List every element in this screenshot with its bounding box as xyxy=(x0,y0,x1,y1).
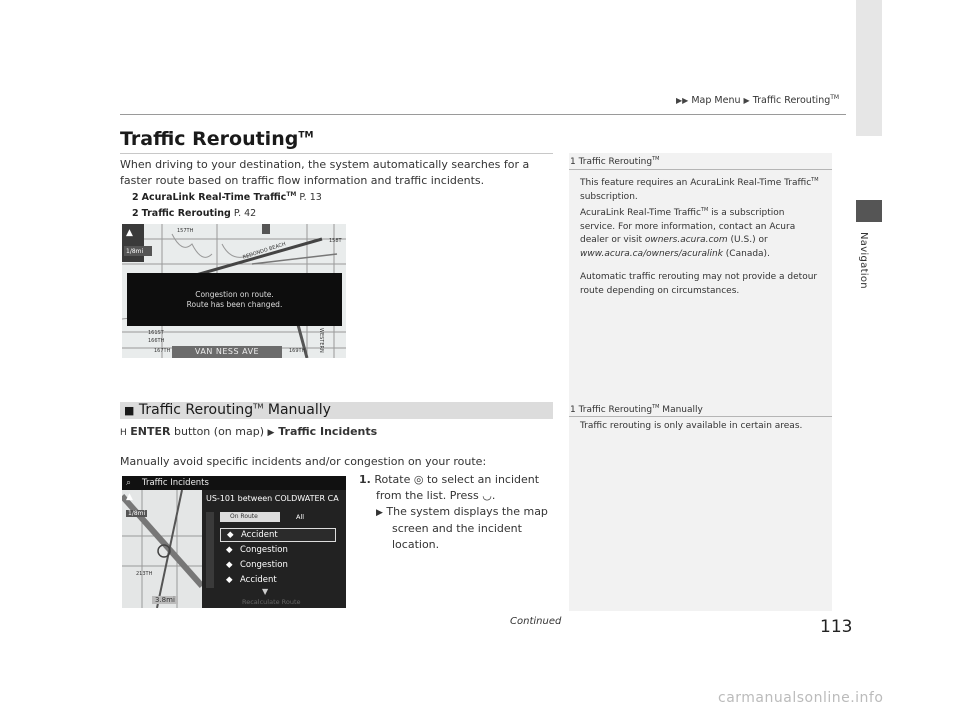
incident-icon: ◆ xyxy=(226,560,233,570)
incident-item[interactable]: ◆ Accident xyxy=(220,528,336,542)
incident-icon: ◆ xyxy=(227,530,234,540)
note-2-rule xyxy=(569,416,832,417)
map-street-label: 157TH xyxy=(177,228,194,234)
header-rule xyxy=(120,114,846,115)
note-2-heading: 1 Traffic Rerouting™ Manually xyxy=(570,404,703,415)
ref-page: P. 42 xyxy=(230,208,257,219)
path-target: Traffic Incidents xyxy=(274,425,378,438)
press-knob-icon: ◡ xyxy=(482,489,492,502)
note-number: 1 xyxy=(570,405,576,415)
tm-mark: TM xyxy=(830,94,840,101)
note-number: 1 xyxy=(570,157,576,167)
breadcrumb-traffic-rerouting[interactable]: Traffic Rerouting xyxy=(752,95,831,107)
side-section-label: Navigation xyxy=(858,232,869,289)
page-title xyxy=(120,128,313,150)
breadcrumb xyxy=(676,94,839,106)
map-screenshot-rerouting xyxy=(122,224,346,358)
note-2-body: Traffic rerouting is only available in certain areas. xyxy=(580,421,803,431)
north-arrow-icon: ▲ xyxy=(126,492,133,502)
watermark: carmanualsonline.info xyxy=(718,690,884,706)
note-1-body: This feature requires an AcuraLink Real-Time Traffic™ subscription. AcuraLink Real-Time Traffic™ is a subscription service. For more information, contact an Acura dealer or visit owners.acura.com (U.S.) or www.acura.ca/owners/acuralink (Canada). Automatic traffic rerouting may not provide a detour route depending on circumstances. xyxy=(580,177,819,296)
home-icon: H xyxy=(120,428,127,438)
tab-all[interactable]: All xyxy=(296,513,305,521)
list-scrollbar[interactable] xyxy=(206,512,214,588)
north-arrow-icon: ▲ xyxy=(126,228,133,238)
incident-icon: ◆ xyxy=(226,545,233,555)
distance-readout: 3.8mi xyxy=(152,596,178,604)
incident-icon: ◆ xyxy=(226,575,233,585)
ref-acuralink[interactable] xyxy=(132,191,322,203)
continued-label: Continued xyxy=(510,616,562,627)
step-number: 1. xyxy=(359,473,371,486)
incident-item[interactable]: ◆ Congestion xyxy=(226,560,288,570)
section-heading: ■ Traffic Rerouting™ Manually xyxy=(124,402,331,418)
breadcrumb-arrow: ▶ xyxy=(743,96,750,106)
map-street-label: 166TH xyxy=(148,338,165,344)
map-scale: 1/8mi xyxy=(126,248,144,255)
ref-arrow-icon: 2 xyxy=(132,192,139,204)
map-street-label: REDONDO BEACH xyxy=(242,241,287,261)
message-line-1: Congestion on route. xyxy=(195,290,274,299)
map-street-label: 169TH xyxy=(289,348,306,354)
tab-on-route[interactable]: On Route xyxy=(220,512,280,522)
traffic-incidents-screenshot xyxy=(122,476,346,608)
ref-label: AcuraLink Real-Time Traffic xyxy=(141,192,287,204)
map-street-label: WESTERN xyxy=(318,328,324,353)
tm-mark: TM xyxy=(286,191,297,198)
incident-item[interactable]: ◆ Accident xyxy=(226,575,277,585)
side-tab-top xyxy=(856,0,882,136)
incident-item[interactable]: ◆ Congestion xyxy=(226,545,288,555)
map-street-label: 158T xyxy=(329,238,342,244)
recalculate-route-button[interactable]: Recalculate Route xyxy=(242,598,301,606)
incident-location: US-101 between COLDWATER CA xyxy=(206,494,339,503)
note-1-rule xyxy=(569,169,832,170)
ref-page: P. 13 xyxy=(296,192,322,204)
message-line-2: Route has been changed. xyxy=(186,300,283,309)
screen-header: Traffic Incidents xyxy=(142,478,209,488)
map-street-label: 161ST xyxy=(148,330,164,336)
intro-paragraph: When driving to your destination, the system automatically searches for a faster route based on traffic flow information and traffic incidents. xyxy=(120,158,530,187)
page-title-text: Traffic Rerouting xyxy=(120,128,299,150)
chevron-down-icon: ▼ xyxy=(262,587,269,596)
map-scale: 1/8mi xyxy=(128,510,146,517)
side-tab-marker xyxy=(856,200,882,222)
map-street-label: 213TH xyxy=(136,571,153,577)
menu-path: H ENTER button (on map) ▶ Traffic Incidents xyxy=(120,425,378,438)
section-bullet: ■ xyxy=(124,404,135,417)
tm-mark: TM xyxy=(298,130,314,141)
enter-button-label: ENTER xyxy=(130,425,171,438)
note-1-heading: 1 Traffic Rerouting™ xyxy=(570,156,660,167)
rotate-knob-icon: ◎ xyxy=(413,473,424,486)
reroute-message-box xyxy=(127,273,342,326)
step-1: 1. Rotate ◎ to select an incident from the list. Press ◡. ▶ The system displays the map screen and the incident location. xyxy=(359,473,548,551)
ref-traffic-rerouting[interactable] xyxy=(132,208,256,219)
map-street-label: 167TH xyxy=(154,348,171,354)
page-number: 113 xyxy=(820,617,853,637)
breadcrumb-map-menu[interactable]: Map Menu xyxy=(691,95,741,107)
breadcrumb-arrow: ▶▶ xyxy=(676,96,689,106)
manual-intro: Manually avoid specific incidents and/or congestion on your route: xyxy=(120,455,487,468)
search-icon: ⌕ xyxy=(126,478,132,488)
current-street-bar: VAN NESS AVE xyxy=(172,346,282,358)
ref-label: Traffic Rerouting xyxy=(141,208,231,219)
title-rule xyxy=(120,153,553,154)
ref-arrow-icon: 2 xyxy=(132,208,139,219)
